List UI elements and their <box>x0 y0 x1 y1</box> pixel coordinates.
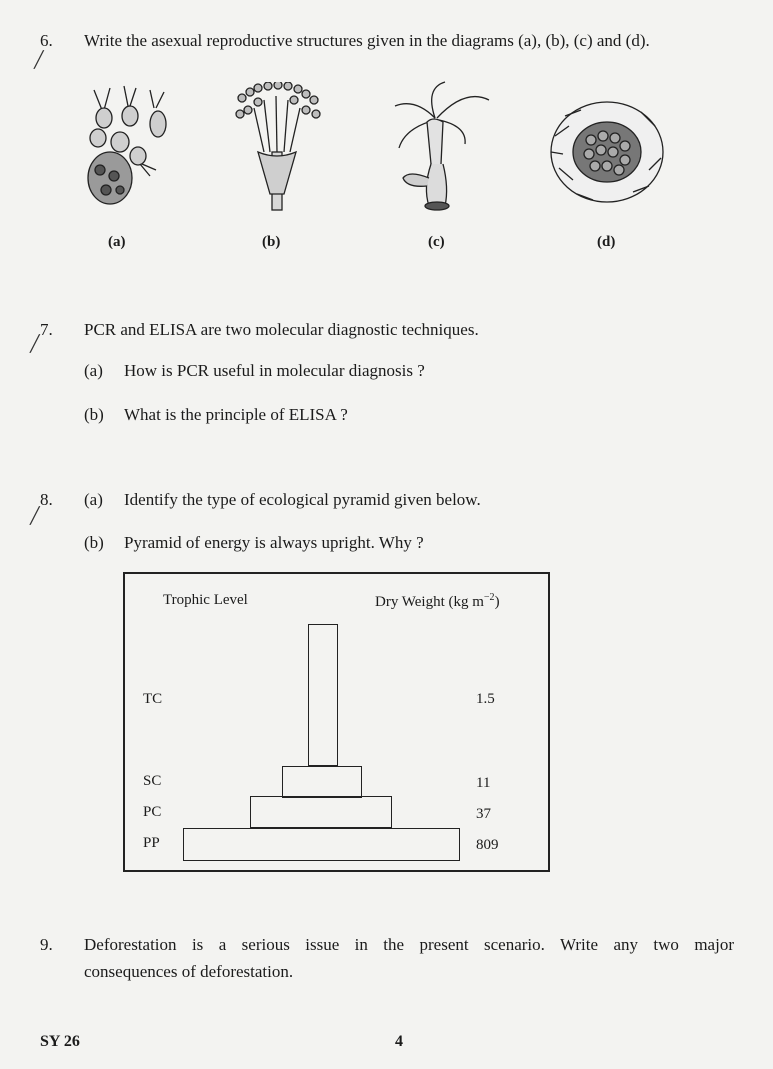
pyramid-bar-sc <box>282 766 362 798</box>
pyramid-level-tc: TC <box>143 691 163 707</box>
pyramid-value-tc: 1.5 <box>476 691 495 707</box>
question-9-line-2: consequences of deforestation. <box>84 962 294 981</box>
diagram-label-d: (d) <box>597 234 616 250</box>
pyramid-value-pc: 37 <box>476 806 491 822</box>
question-6-text: Write the asexual reproductive structures given in the diagrams (a), (b), (c) and (d). <box>84 31 650 50</box>
pyramid-header-trophic-level: Trophic Level <box>163 592 248 608</box>
question-6-number: 6. <box>40 31 53 50</box>
ecological-pyramid-figure <box>123 572 550 872</box>
paper-code: SY 26 <box>40 1033 80 1050</box>
diagram-label-a: (a) <box>108 234 126 250</box>
question-7b-text: What is the principle of ELISA ? <box>124 405 348 424</box>
question-7-text: PCR and ELISA are two molecular diagnostic techniques. <box>84 320 479 339</box>
pyramid-level-pp: PP <box>143 835 160 851</box>
pyramid-header-dry-weight: Dry Weight (kg $m^{-2}$) <box>375 592 500 610</box>
pyramid-bar-pp <box>183 828 460 861</box>
tick-mark: ╱ <box>30 508 40 525</box>
pyramid-level-sc: SC <box>143 773 162 789</box>
diagram-label-b: (b) <box>262 234 281 250</box>
page-number: 4 <box>395 1033 403 1050</box>
diagram-c-hydra-bud <box>385 78 495 218</box>
question-7a-label: (a) <box>84 361 103 380</box>
diagram-label-c: (c) <box>428 234 445 250</box>
tick-mark: ╱ <box>34 52 44 69</box>
tick-mark: ╱ <box>30 336 40 353</box>
pyramid-bar-pc <box>250 796 392 828</box>
question-8a-label: (a) <box>84 490 103 509</box>
pyramid-value-pp: 809 <box>476 837 499 853</box>
pyramid-level-pc: PC <box>143 804 162 820</box>
question-8b-text: Pyramid of energy is always upright. Why ? <box>124 533 424 552</box>
question-7-number: 7. <box>40 320 53 339</box>
question-7b-label: (b) <box>84 405 104 424</box>
diagram-b-conidiophore <box>228 82 328 212</box>
question-7a-text: How is PCR useful in molecular diagnosis ? <box>124 361 425 380</box>
question-8-number: 8. <box>40 490 53 509</box>
question-8b-label: (b) <box>84 533 104 552</box>
question-9-line-1: Deforestation is a serious issue in the present scenario. Write any two major <box>84 935 734 954</box>
diagram-a-budding-cells <box>80 80 190 215</box>
question-8a-text: Identify the type of ecological pyramid given below. <box>124 490 481 509</box>
pyramid-bar-tc <box>308 624 338 766</box>
pyramid-value-sc: 11 <box>476 775 491 791</box>
question-9-number: 9. <box>40 935 53 954</box>
diagram-d-gemmule <box>545 96 670 208</box>
